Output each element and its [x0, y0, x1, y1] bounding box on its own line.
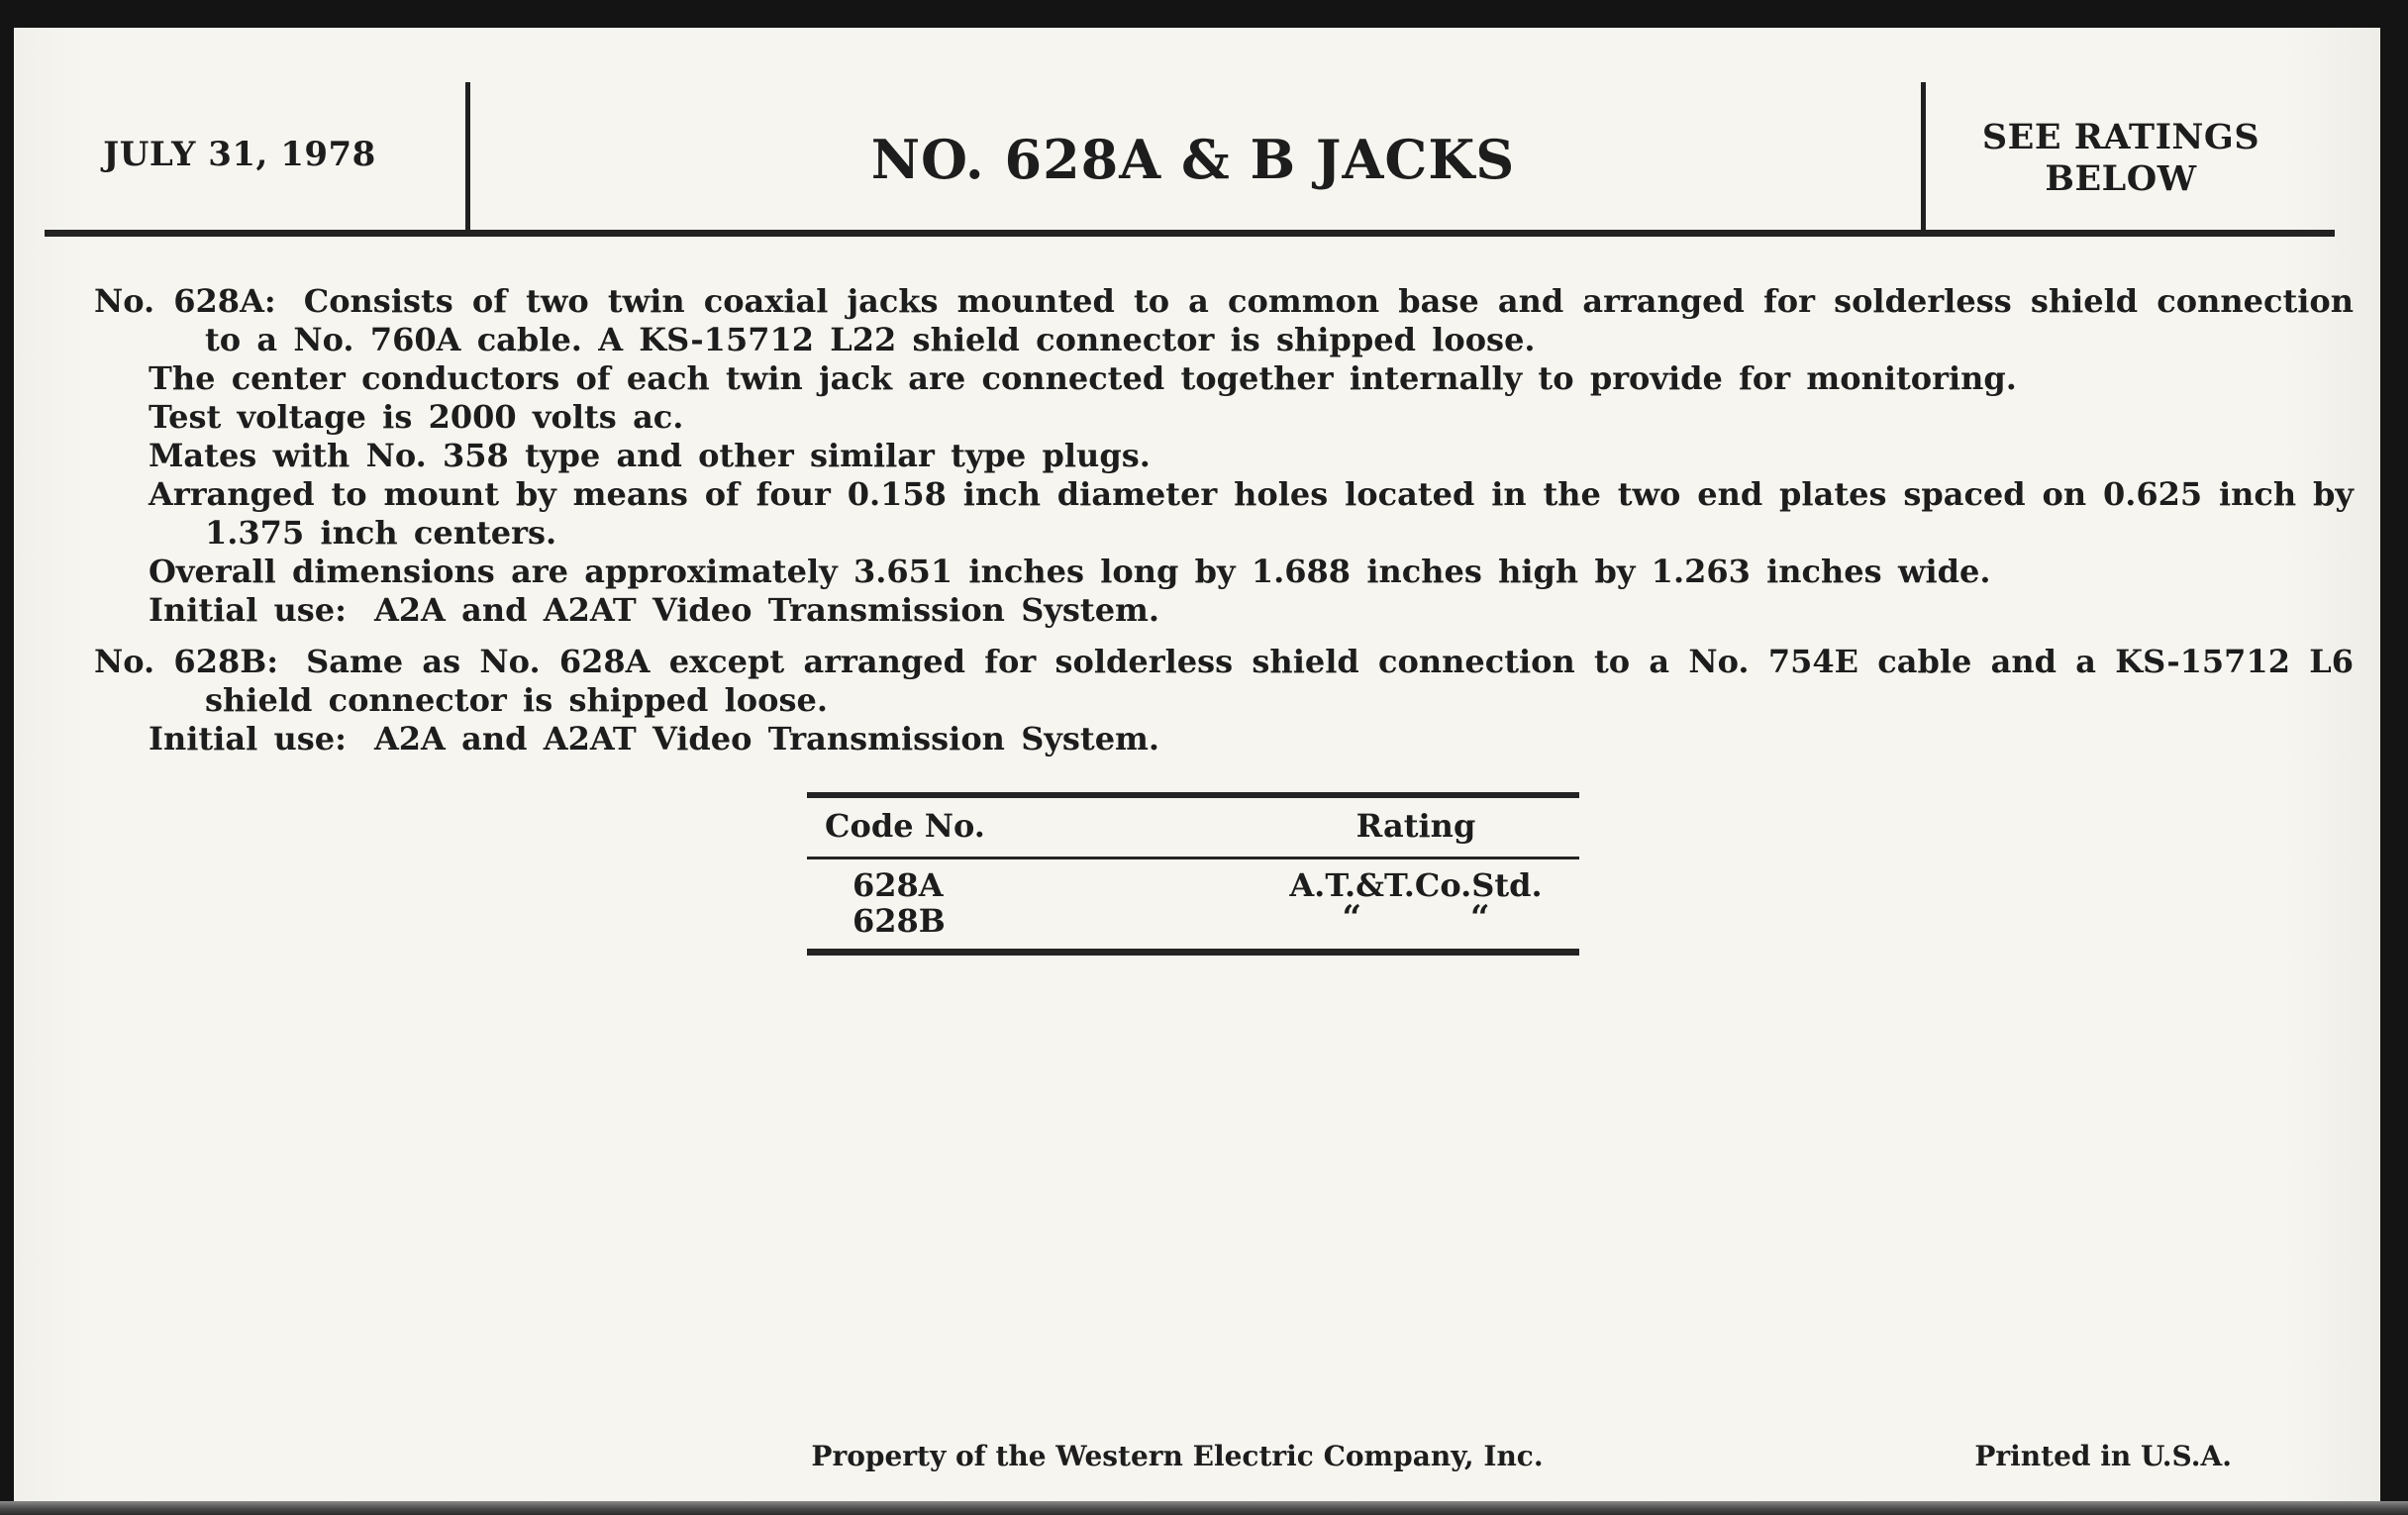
ratings-note-line1: SEE RATINGS [1981, 117, 2260, 157]
paragraph-initial-use-628b [94, 720, 2354, 758]
paragraph-628a [94, 282, 2354, 359]
paragraph-test-voltage [94, 398, 2354, 437]
paragraph-text: Same as No. 628A except arranged for solderless shield connection to a No. 754E cable and a KS-15712 L6 shield connector is shipped loose. [205, 643, 2354, 719]
rating-cell-ditto [1253, 898, 1579, 939]
paragraph-text: A2A and A2AT Video Transmission System. [373, 720, 1160, 758]
ditto-mark: “ [1470, 898, 1490, 938]
issue-date: JULY 31, 1978 [103, 135, 376, 174]
footer-printed-note: Printed in U.S.A. [1974, 1440, 2232, 1472]
code-cell: 628A [853, 866, 944, 904]
paragraph-text: Mates with No. 358 type and other similar type plugs. [149, 437, 1151, 474]
header-rule [45, 230, 2335, 237]
paragraph-initial-use-628a [94, 591, 2354, 630]
table-row [807, 867, 1579, 903]
footer-property-note: Property of the Western Electric Company, Inc. [811, 1440, 1544, 1472]
paragraph-center-conductors [94, 359, 2354, 398]
paragraph-text: Arranged to mount by means of four 0.158 inch diameter holes located in the two end plates spaced on 0.625 inch by 1.375 inch centers. [149, 475, 2354, 552]
paragraph-text: The center conductors of each twin jack are connected together internally to provide for monitoring. [149, 359, 2017, 397]
column-header-code-no: Code No. [825, 807, 985, 845]
paragraph-628b [94, 643, 2354, 720]
item-label: Initial use: [149, 591, 347, 629]
code-cell: 628B [853, 902, 946, 940]
item-label: No. 628A: [94, 282, 276, 320]
table-header-row [807, 798, 1579, 859]
item-label: No. 628B: [94, 643, 279, 680]
ditto-mark: “ [1342, 898, 1361, 938]
page-title: NO. 628A & B JACKS [870, 128, 1516, 191]
paragraph-text: A2A and A2AT Video Transmission System. [373, 591, 1160, 629]
document-page [14, 28, 2380, 1501]
document-body [94, 282, 2354, 758]
ratings-note-line2: BELOW [2045, 158, 2197, 199]
paragraph-mounting [94, 475, 2354, 553]
scan-bottom-edge [0, 1501, 2408, 1515]
rating-cell: A.T.&T.Co.Std. [1289, 866, 1543, 904]
paragraph-text: Overall dimensions are approximately 3.651 inches long by 1.688 inches high by 1.263 inches wide. [149, 553, 1991, 590]
table-row [807, 898, 1579, 940]
ratings-note [1891, 117, 2351, 200]
ratings-table [807, 792, 1579, 956]
paragraph-mates-with [94, 437, 2354, 475]
paragraph-dimensions [94, 553, 2354, 591]
paragraph-text: Consists of two twin coaxial jacks mounted to a common base and arranged for solderless shield connection to a No. 760A cable. A KS-15712 L22 shield connector is shipped loose. [205, 282, 2355, 358]
paragraph-text: Test voltage is 2000 volts ac. [149, 398, 684, 436]
column-header-rating: Rating [1355, 807, 1476, 845]
table-body [807, 859, 1579, 949]
item-label: Initial use: [149, 720, 347, 758]
